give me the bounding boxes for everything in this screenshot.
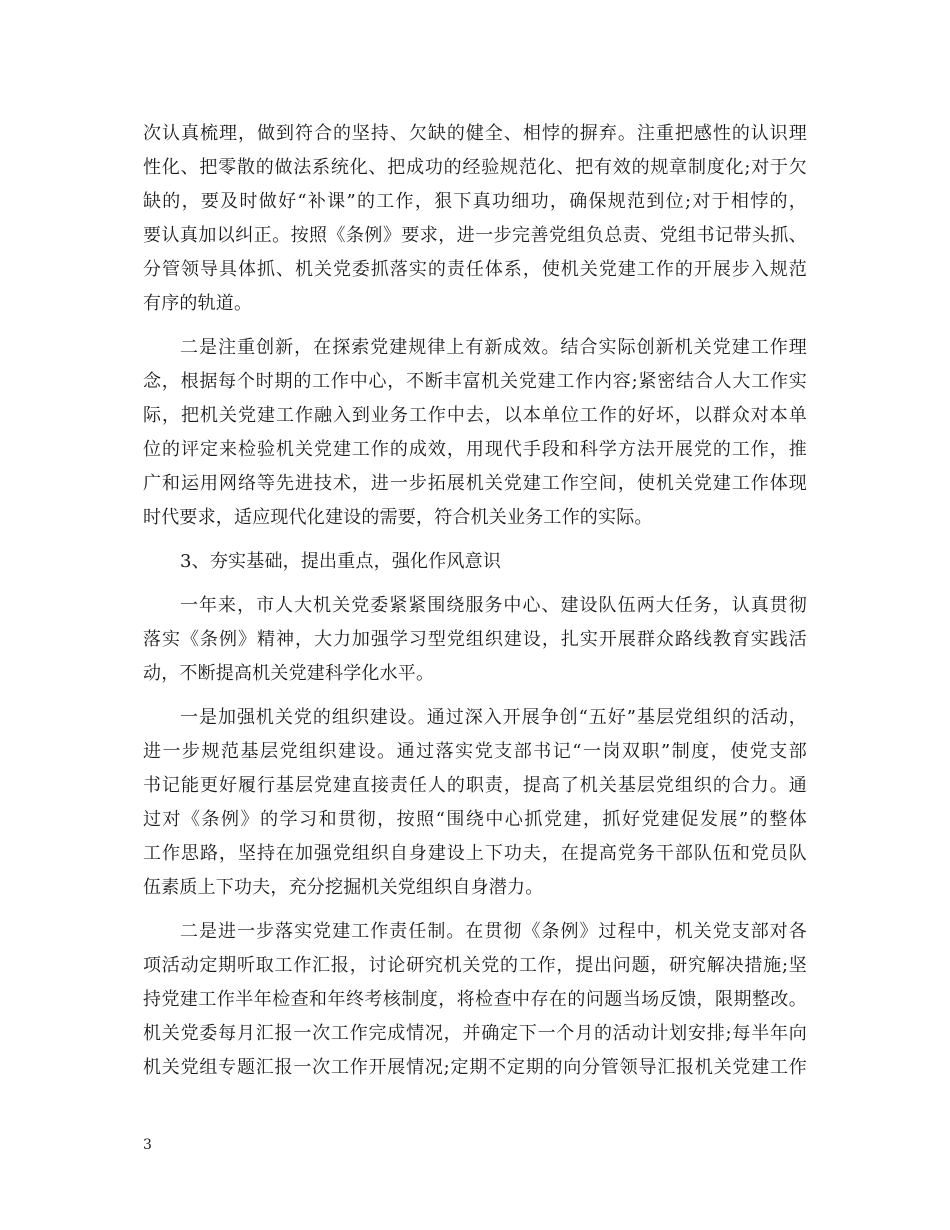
page-number: 3	[143, 1137, 152, 1153]
text-line: 伍素质上下功夫，充分挖掘机关党组织自身潜力。	[143, 877, 544, 898]
text-line: 要认真加以纠正。按照《条例》要求，进一步完善党组负总责、党组书记带头抓、	[143, 225, 807, 246]
text-line: 缺的，要及时做好“补课”的工作，狠下真功细功，确保规范到位;对于相悖的，	[143, 191, 807, 212]
text-line: 机关党组专题汇报一次工作开展情况;定期不定期的向分管领导汇报机关党建工作	[143, 1057, 807, 1078]
paragraph-first-line: 一年来，市人大机关党委紧紧围绕服务中心、建设队伍两大任务，认真贯彻	[180, 595, 807, 616]
text-line: 工作思路，坚持在加强党组织自身建设上下功夫，在提高党务干部队伍和党员队	[143, 843, 807, 864]
text-line: 广和运用网络等先进技术，进一步拓展机关党建工作空间，使机关党建工作体现	[143, 473, 807, 494]
text-line: 性化、把零散的做法系统化、把成功的经验规范化、把有效的规章制度化;对于欠	[143, 157, 807, 178]
paragraph-first-line: 一是加强机关党的组织建设。通过深入开展争创“五好”基层党组织的活动，	[180, 707, 807, 728]
text-line: 次认真梳理，做到符合的坚持、欠缺的健全、相悖的摒弃。注重把感性的认识理	[143, 123, 807, 144]
text-line: 项活动定期听取工作汇报，讨论研究机关党的工作，提出问题，研究解决措施;坚	[143, 955, 807, 976]
text-line: 过对《条例》的学习和贯彻，按照“围绕中心抓党建，抓好党建促发展”的整体	[143, 809, 807, 830]
text-line: 进一步规范基层党组织建设。通过落实党支部书记“一岗双职”制度，使党支部	[143, 741, 807, 762]
text-line: 位的评定来检验机关党建工作的成效，用现代手段和科学方法开展党的工作，推	[143, 439, 807, 460]
text-line: 持党建工作半年检查和年终考核制度，将检查中存在的问题当场反馈，限期整改。	[143, 989, 807, 1010]
text-line: 落实《条例》精神，大力加强学习型党组织建设，扎实开展群众路线教育实践活	[143, 629, 807, 650]
text-line: 书记能更好履行基层党建直接责任人的职责，提高了机关基层党组织的合力。通	[143, 775, 807, 796]
text-line: 念，根据每个时期的工作中心，不断丰富机关党建工作内容;紧密结合人大工作实	[143, 371, 807, 392]
text-line: 动，不断提高机关党建科学化水平。	[143, 663, 435, 684]
text-line: 机关党委每月汇报一次工作完成情况，并确定下一个月的活动计划安排;每半年向	[143, 1023, 807, 1044]
paragraph-first-line: 二是注重创新，在探索党建规律上有新成效。结合实际创新机关党建工作理	[180, 337, 807, 358]
text-line: 时代要求，适应现代化建设的需要，符合机关业务工作的实际。	[143, 507, 653, 528]
text-line: 分管领导具体抓、机关党委抓落实的责任体系，使机关党建工作的开展步入规范	[143, 259, 807, 280]
text-line: 际，把机关党建工作融入到业务工作中去，以本单位工作的好坏，以群众对本单	[143, 405, 807, 426]
text-line: 有序的轨道。	[143, 293, 253, 314]
paragraph-first-line: 二是进一步落实党建工作责任制。在贯彻《条例》过程中，机关党支部对各	[180, 921, 807, 942]
section-heading: 3、夯实基础，提出重点，强化作风意识	[180, 551, 502, 572]
